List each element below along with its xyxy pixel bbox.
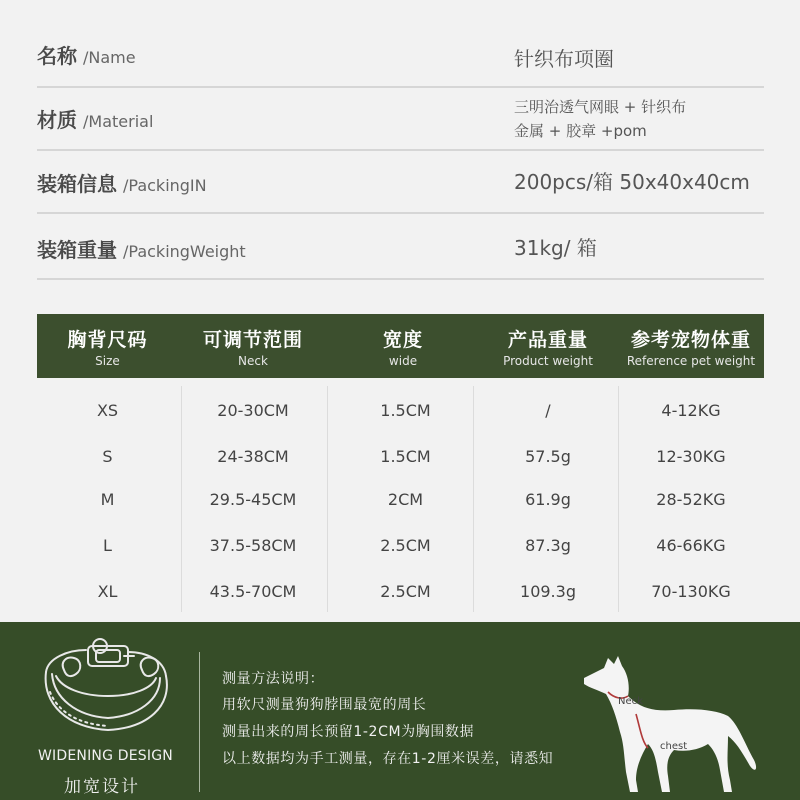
footer-panel [0,622,800,800]
widening-design-label: WIDENING DESIGN [38,748,173,764]
cell-wide: 2CM [387,490,424,509]
spec-label-material-en: /Material [83,112,154,131]
cell-wide: 1.5CM [380,447,431,466]
header-pet-weight-en: Reference pet weight [626,354,756,368]
spec-value-material-line2: 金属 + 胶章 +pom [514,122,647,140]
cell-product-weight: 57.5g [525,447,571,466]
cell-product-weight: / [545,401,551,420]
spec-label-packing-cn: 装箱信息 [37,172,117,196]
spec-value-packing: 200pcs/箱 50x40x40cm [514,170,750,194]
cell-product-weight: 109.3g [520,582,576,601]
header-size [37,314,178,378]
spec-value-weight: 31kg/ 箱 [514,236,597,260]
cell-size: L [103,536,112,555]
header-wide [328,314,478,378]
cell-pet-weight: 46-66KG [656,536,726,555]
cell-size: M [100,490,115,509]
spec-value-material-line1: 三明治透气网眼 + 针织布 [514,98,687,116]
header-wide-en: wide [388,354,418,368]
divider [37,86,764,88]
measure-note-line: 测量出来的周长预留1-2CM为胸围数据 [222,724,475,740]
spec-label-weight [37,234,246,263]
cell-wide: 2.5CM [380,536,431,555]
collar-icon [38,632,178,742]
spec-label-packing [37,168,207,197]
header-size-en: Size [95,354,120,368]
spec-label-material-cn: 材质 [37,108,77,132]
cell-wide: 2.5CM [380,582,431,601]
cell-pet-weight: 12-30KG [656,447,726,466]
divider [37,212,764,214]
spec-label-name-en: /Name [83,48,136,67]
cell-size: XL [97,582,118,601]
measure-note-line: 用软尺测量狗狗脖围最宽的周长 [222,697,427,713]
cell-pet-weight: 28-52KG [656,490,726,509]
header-neck-en: Neck [238,354,268,368]
widening-design-cn-label: 加宽设计 [64,777,140,797]
spec-label-weight-cn: 装箱重量 [37,238,117,262]
divider [37,149,764,151]
measure-note-line: 以上数据均为手工测量，存在1-2厘米误差，请悉知 [222,751,554,767]
size-table-body [37,378,764,620]
table-row [37,401,764,425]
spec-label-material [37,104,153,133]
header-neck [178,314,328,378]
cell-product-weight: 61.9g [525,490,571,509]
cell-neck: 37.5-58CM [209,536,297,555]
dog-silhouette-icon [578,652,768,797]
spec-value-material [514,95,686,143]
footer-divider [199,652,200,792]
divider [37,278,764,280]
table-row [37,582,764,606]
size-table-header [37,314,764,378]
header-product-weight [478,314,618,378]
spec-label-name [37,40,136,69]
table-row [37,536,764,560]
spec-value-name: 针织布项圈 [514,47,614,71]
header-neck-cn: 可调节范围 [202,329,303,351]
dog-neck-label: Neck [618,696,643,707]
header-pet-weight-cn: 参考宠物体重 [630,329,751,351]
header-size-cn: 胸背尺码 [67,329,148,351]
table-row [37,447,764,471]
spec-label-name-cn: 名称 [37,44,77,68]
cell-product-weight: 87.3g [525,536,571,555]
cell-pet-weight: 4-12KG [661,401,721,420]
table-row [37,490,764,514]
cell-neck: 29.5-45CM [209,490,297,509]
cell-size: XS [96,401,119,420]
measure-note-title: 测量方法说明： [222,671,325,687]
spec-label-weight-en: /PackingWeight [123,242,246,261]
cell-pet-weight: 70-130KG [651,582,731,601]
cell-neck: 24-38CM [217,447,289,466]
header-product-weight-cn: 产品重量 [507,329,588,351]
header-pet-weight [618,314,764,378]
header-product-weight-en: Product weight [503,354,593,368]
header-wide-cn: 宽度 [382,329,423,351]
cell-neck: 43.5-70CM [209,582,297,601]
dog-chest-label: chest [660,741,688,752]
spec-label-packing-en: /PackingIN [123,176,207,195]
cell-neck: 20-30CM [217,401,289,420]
cell-size: S [102,447,113,466]
cell-wide: 1.5CM [380,401,431,420]
